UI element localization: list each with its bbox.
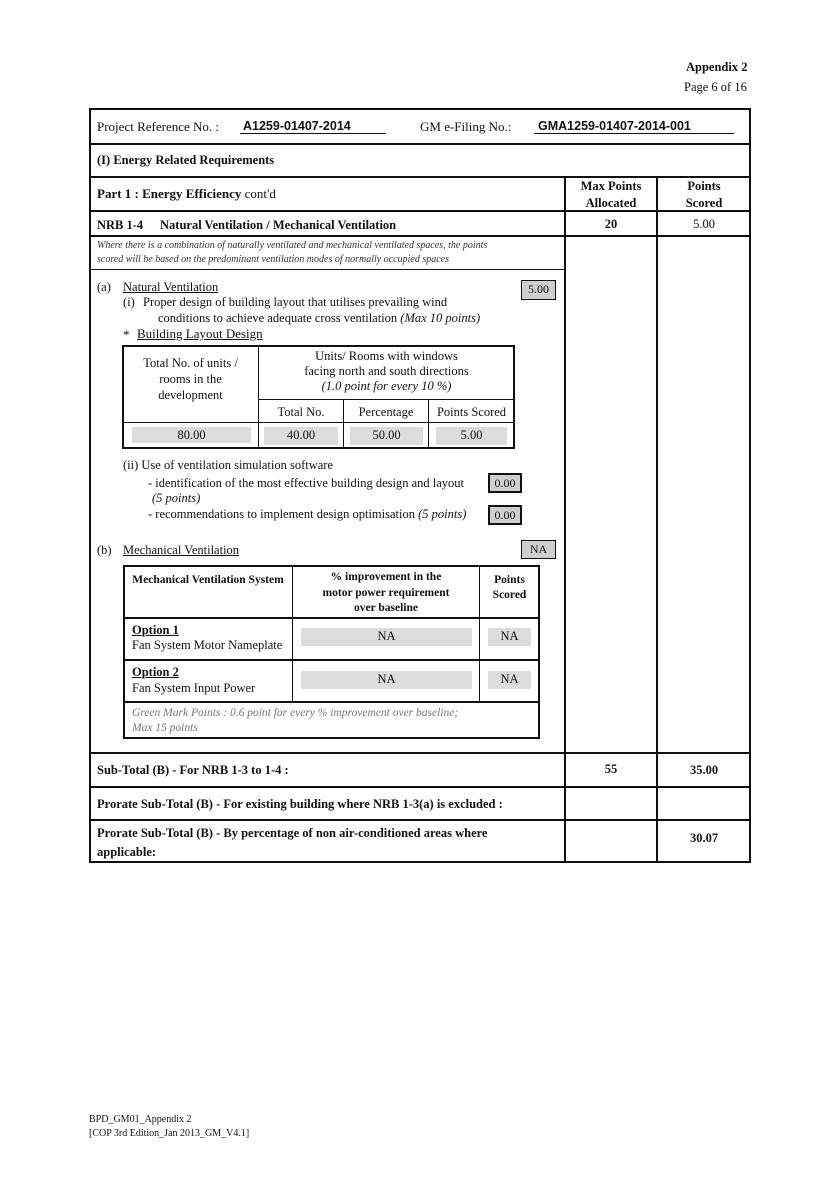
natural-marker: (a) <box>97 280 111 294</box>
option1-points: NA <box>488 628 531 646</box>
mechanical-score-box: NA <box>521 540 556 559</box>
section-title: (I) Energy Related Requirements <box>97 153 275 167</box>
th-total-no: Total No. <box>277 405 325 419</box>
project-ref-value: A1259-01407-2014 <box>243 119 351 133</box>
natural-i-line-2: conditions to achieve adequate cross ventilation (Max 10 points) <box>158 311 481 325</box>
natural-title: Natural Ventilation <box>123 280 219 294</box>
prorate2-label-1: Prorate Sub-Total (B) - By percentage of non air-conditioned areas where <box>97 826 488 840</box>
th-total-units-1: Total No. of units / <box>143 356 238 370</box>
total-units-value: 80.00 <box>132 427 251 443</box>
th-total-units-2: rooms in the <box>159 372 222 386</box>
natural-ii-b-text: - recommendations to implement design optimisation (5 points) <box>148 507 467 521</box>
nrb-code: NRB 1-4 <box>97 218 144 232</box>
natural-ii-a-line-2: (5 points) <box>152 491 201 505</box>
th-improve-2: motor power requirement <box>322 587 450 599</box>
layout-points-value: 5.00 <box>436 427 507 445</box>
mechanical-title: Mechanical Ventilation <box>123 543 240 557</box>
mv-footnote-2: Max 15 points <box>132 722 198 734</box>
nrb-points-scored: 5.00 <box>693 217 715 231</box>
th-improve-3: over baseline <box>354 602 418 614</box>
mv-footnote-1: Green Mark Points : 0.6 point for every % improvement over baseline; <box>132 707 459 719</box>
nrb-title: Natural Ventilation / Mechanical Ventilation <box>160 218 397 232</box>
subtotal-label: Sub-Total (B) - For NRB 1-3 to 1-4 : <box>97 763 289 777</box>
page-number: Page 6 of 16 <box>684 80 747 94</box>
note-line-1: Where there is a combination of naturally ventilated and mechanical ventilated spaces, the points <box>97 240 488 251</box>
th-mv-points-2: Scored <box>492 589 527 601</box>
natural-i-marker: (i) <box>123 295 135 309</box>
th-units-1: Units/ Rooms with windows <box>315 349 458 363</box>
subtotal-scored: 35.00 <box>689 763 719 777</box>
max-points-header-1: Max Points <box>580 179 642 193</box>
th-percentage: Percentage <box>358 405 414 419</box>
subtotal-max: 55 <box>604 762 618 776</box>
th-improve-1: % improvement in the <box>330 571 442 583</box>
option2-points: NA <box>488 671 531 689</box>
th-units-points: (1.0 point for every 10 %) <box>321 379 452 393</box>
percentage-value: 50.00 <box>350 427 423 445</box>
th-units-2: facing north and south directions <box>304 364 469 378</box>
prorate1-label: Prorate Sub-Total (B) - For existing building where NRB 1-3(a) is excluded : <box>97 797 503 811</box>
option1-desc: Fan System Motor Nameplate <box>132 638 283 652</box>
option2-improvement: NA <box>301 671 472 689</box>
footer-line-1: BPD_GM01_Appendix 2 <box>89 1114 192 1125</box>
natural-ii-a-score-box: 0.00 <box>488 473 522 493</box>
building-layout-title: Building Layout Design <box>137 326 263 341</box>
total-no-value: 40.00 <box>264 427 338 445</box>
max-points-header-2: Allocated <box>585 196 637 210</box>
efiling-value: GMA1259-01407-2014-001 <box>538 119 691 133</box>
option1-title: Option 1 <box>132 623 179 637</box>
bullet: * <box>123 327 130 342</box>
th-mv-system: Mechanical Ventilation System <box>132 574 284 586</box>
mechanical-marker: (b) <box>97 543 112 557</box>
option1-improvement: NA <box>301 628 472 646</box>
natural-i-line-1: Proper design of building layout that utilises prevailing wind <box>143 295 448 309</box>
points-scored-header-2: Scored <box>685 196 723 210</box>
footer-line-2: [COP 3rd Edition_Jan 2013_GM_V4.1] <box>89 1128 250 1139</box>
option2-desc: Fan System Input Power <box>132 681 256 695</box>
note-line-2: scored will be based on the predominant ventilation modes of normally occupied spaces <box>97 254 449 265</box>
natural-ii-title: (ii) Use of ventilation simulation software <box>123 458 334 472</box>
prorate2-label-2: applicable: <box>97 845 157 859</box>
nrb-max-points: 20 <box>604 217 618 231</box>
option2-title: Option 2 <box>132 665 179 679</box>
natural-ii-b-score-box: 0.00 <box>488 505 522 525</box>
natural-ii-a-line-1: - identification of the most effective building design and layout <box>148 476 465 490</box>
th-mv-points-1: Points <box>494 574 525 586</box>
th-total-units-3: development <box>158 388 223 402</box>
efiling-label: GM e-Filing No.: <box>420 119 512 134</box>
points-scored-header-1: Points <box>687 179 721 193</box>
natural-score-box: 5.00 <box>521 280 556 300</box>
prorate2-scored: 30.07 <box>689 831 719 845</box>
appendix-label: Appendix 2 <box>686 60 748 74</box>
project-ref-label: Project Reference No. : <box>97 119 220 134</box>
th-points-scored: Points Scored <box>436 405 507 419</box>
part-title: Part 1 : Energy Efficiency cont'd <box>97 186 276 201</box>
